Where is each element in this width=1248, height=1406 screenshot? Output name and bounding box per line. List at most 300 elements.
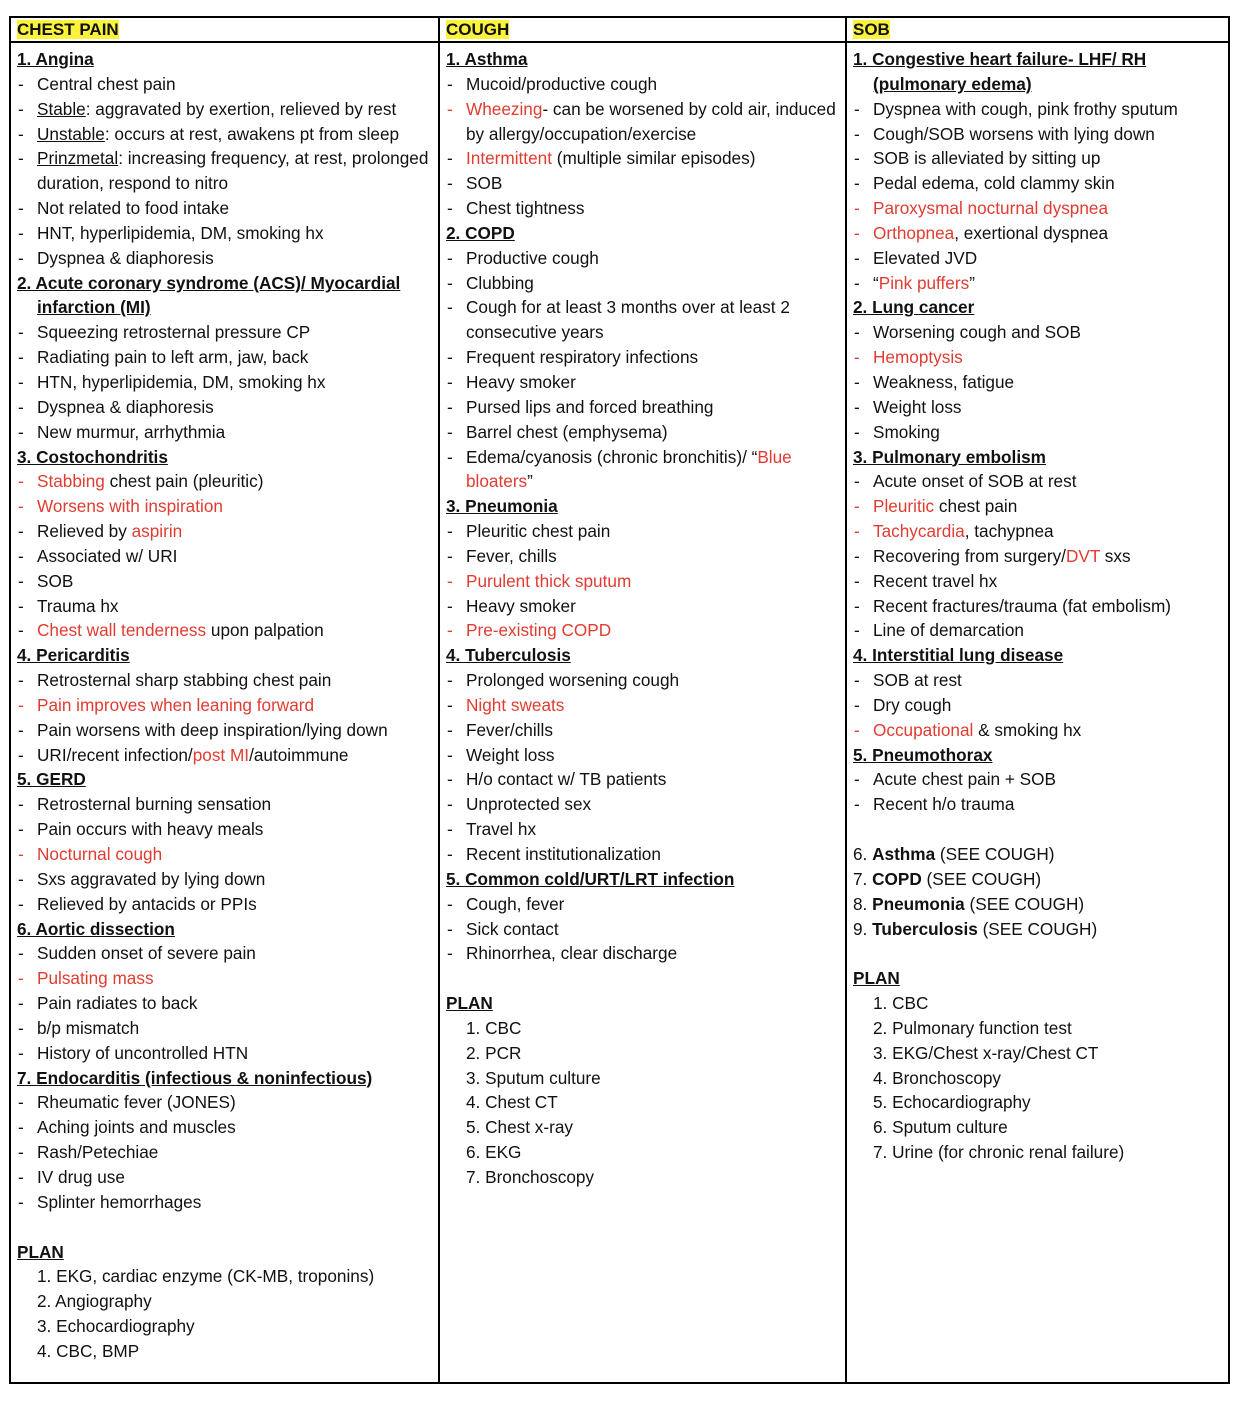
text-run: SOB at rest <box>873 670 962 691</box>
text-run: aspirin <box>131 521 183 542</box>
bullet-dash: - <box>18 73 24 94</box>
list-item <box>853 469 1224 494</box>
text-run: Stabbing <box>37 471 105 492</box>
text-run: Stable <box>37 98 86 119</box>
text-run: SOB <box>466 173 503 194</box>
text-run: SOB <box>37 570 74 591</box>
section-heading: 1. Congestive heart failure- LHF/ RH (pulmonary edema) <box>853 49 1147 94</box>
list-item <box>446 718 839 743</box>
bullet-dash: - <box>854 670 860 691</box>
plan-item: 4. Bronchoscopy <box>873 1067 1002 1088</box>
text-run: Sudden onset of severe pain <box>37 943 256 964</box>
text-run: Pain improves when leaning forward <box>37 694 315 715</box>
bullet-dash: - <box>447 819 453 840</box>
bullet-dash: - <box>18 670 24 691</box>
bullet-dash: - <box>447 670 453 691</box>
section-heading: 2. COPD <box>446 222 515 243</box>
text-run: URI/recent infection/ <box>37 744 193 765</box>
bullet-dash: - <box>447 918 453 939</box>
spacer <box>853 941 1224 966</box>
plan-item: 7. Urine (for chronic renal failure) <box>873 1142 1125 1163</box>
list-item <box>17 72 432 97</box>
list-item <box>853 718 1224 743</box>
text-run: Pink puffers <box>878 272 970 293</box>
list-item <box>17 693 432 718</box>
plan-item: 6. Sputum culture <box>873 1117 1008 1138</box>
list-item <box>17 892 432 917</box>
spacer <box>446 966 839 991</box>
text-run: History of uncontrolled HTN <box>37 1042 249 1063</box>
bullet-dash: - <box>447 297 453 318</box>
text-run: Radiating pain to left arm, jaw, back <box>37 347 309 368</box>
bullet-dash: - <box>854 123 860 144</box>
text-run: Night sweats <box>466 694 565 715</box>
list-item <box>853 395 1224 420</box>
text-run: Retrosternal burning sensation <box>37 794 272 815</box>
list-item <box>446 171 839 196</box>
cross-reference <box>853 917 1224 942</box>
list-item <box>17 246 432 271</box>
list-item <box>446 72 839 97</box>
text-run: Sxs aggravated by lying down <box>37 868 266 889</box>
list-item <box>17 817 432 842</box>
list-item <box>17 345 432 370</box>
text-run: Central chest pain <box>37 73 176 94</box>
bullet-dash: - <box>447 98 453 119</box>
plan-item: 2. Angiography <box>37 1291 152 1312</box>
text-run: : occurs at rest, awakens pt from sleep <box>104 123 400 144</box>
text-run: Prolonged worsening cough <box>466 670 680 691</box>
text-run: Line of demarcation <box>873 620 1024 641</box>
bullet-dash: - <box>447 545 453 566</box>
text-run: 6. <box>853 844 873 864</box>
plan-item: 2. PCR <box>466 1042 522 1063</box>
text-run: Wheezing <box>466 98 543 119</box>
text-run: Recent travel hx <box>873 570 998 591</box>
text-run: Chest wall tenderness <box>37 620 207 641</box>
bullet-dash: - <box>854 545 860 566</box>
bullet-dash: - <box>447 148 453 169</box>
text-run: Splinter hemorrhages <box>37 1191 202 1212</box>
plan-item: 7. Bronchoscopy <box>466 1166 595 1187</box>
cross-reference <box>853 892 1224 917</box>
list-item <box>446 345 839 370</box>
bullet-dash: - <box>447 272 453 293</box>
list-item <box>446 917 839 942</box>
list-item <box>446 892 839 917</box>
text-run: ” <box>527 471 533 492</box>
text-run: Weight loss <box>466 744 555 765</box>
bullet-dash: - <box>854 570 860 591</box>
text-run: (SEE COUGH) <box>921 868 1042 889</box>
bullet-dash: - <box>447 570 453 591</box>
text-run: (SEE COUGH) <box>935 844 1055 864</box>
bullet-dash: - <box>18 1142 24 1163</box>
bullet-dash: - <box>18 471 24 492</box>
bullet-dash: - <box>18 123 24 144</box>
bullet-dash: - <box>854 247 860 268</box>
text-run: Tuberculosis <box>872 918 978 939</box>
bullet-dash: - <box>18 496 24 517</box>
list-item <box>17 1115 432 1140</box>
text-run: - can be worsened by cold air, induced by allergy/occupation/exercise <box>466 98 836 144</box>
text-run: Cough, fever <box>466 893 565 914</box>
text-run: Unstable <box>37 123 105 144</box>
list-item <box>853 767 1224 792</box>
text-run: Dyspnea & diaphoresis <box>37 396 214 417</box>
plan-item: 3. Sputum culture <box>466 1067 601 1088</box>
text-run: Trauma hx <box>37 595 119 616</box>
list-item <box>446 941 839 966</box>
text-run: Frequent respiratory infections <box>466 347 699 368</box>
header-label: CHEST PAIN <box>17 20 119 39</box>
bullet-dash: - <box>447 844 453 864</box>
text-run: HTN, hyperlipidemia, DM, smoking hx <box>37 371 326 392</box>
section-heading: 4. Interstitial lung disease <box>853 645 1064 666</box>
text-run: : aggravated by exertion, relieved by rest <box>85 98 397 119</box>
list-item <box>446 196 839 221</box>
text-run: Pleuritic <box>873 496 935 517</box>
text-run: Retrosternal sharp stabbing chest pain <box>37 670 332 691</box>
text-run: Relieved by antacids or PPIs <box>37 893 257 914</box>
list-item <box>446 445 839 495</box>
text-run: Worsening cough and SOB <box>873 322 1081 343</box>
plan-heading: PLAN <box>853 968 900 989</box>
bullet-dash: - <box>18 421 24 442</box>
bullet-dash: - <box>447 198 453 219</box>
bullet-dash: - <box>18 396 24 417</box>
bullet-dash: - <box>854 521 860 542</box>
list-item <box>853 345 1224 370</box>
bullet-dash: - <box>18 620 24 641</box>
text-run: Rhinorrhea, clear discharge <box>466 943 678 964</box>
bullet-dash: - <box>854 769 860 790</box>
text-run: 9. <box>853 918 873 939</box>
bullet-dash: - <box>447 371 453 392</box>
list-item <box>17 146 432 196</box>
bullet-dash: - <box>447 521 453 542</box>
bullet-dash: - <box>18 819 24 840</box>
bullet-dash: - <box>854 694 860 715</box>
list-item <box>17 842 432 867</box>
section-heading: 3. Pneumonia <box>446 496 558 517</box>
text-run: Asthma <box>872 844 936 864</box>
bullet-dash: - <box>854 471 860 492</box>
list-item <box>446 519 839 544</box>
list-item <box>17 519 432 544</box>
text-run: ” <box>969 272 975 293</box>
list-item <box>853 792 1224 817</box>
list-item <box>446 295 839 345</box>
text-run: Recent fractures/trauma (fat embolism) <box>873 595 1172 616</box>
bullet-dash: - <box>447 73 453 94</box>
list-item <box>853 420 1224 445</box>
text-run: Purulent thick sputum <box>466 570 632 591</box>
cross-reference <box>853 867 1224 892</box>
plan-item: 6. EKG <box>466 1142 522 1163</box>
text-run: Squeezing retrosternal pressure CP <box>37 322 311 343</box>
list-item <box>17 1140 432 1165</box>
text-run: Dyspnea with cough, pink frothy sputum <box>873 98 1178 119</box>
text-run: Rheumatic fever (JONES) <box>37 1092 236 1113</box>
header-label: COUGH <box>446 20 510 39</box>
plan-heading: PLAN <box>446 993 493 1014</box>
text-run: Pre-existing COPD <box>466 620 612 641</box>
list-item <box>17 97 432 122</box>
list-item <box>446 817 839 842</box>
bullet-dash: - <box>18 1017 24 1038</box>
bullet-dash: - <box>447 694 453 715</box>
text-run: Smoking <box>873 421 940 442</box>
column-header <box>440 18 845 43</box>
list-item <box>853 97 1224 122</box>
section-heading: 2. Lung cancer <box>853 297 975 318</box>
text-run: Dyspnea & diaphoresis <box>37 247 214 268</box>
plan-item: 3. Echocardiography <box>37 1316 195 1337</box>
bullet-dash: - <box>854 794 860 815</box>
text-run: Pneumonia <box>872 893 965 914</box>
list-item <box>446 668 839 693</box>
text-run: Relieved by <box>37 521 132 542</box>
plan-item: 4. Chest CT <box>466 1092 558 1113</box>
list-item <box>17 1190 432 1215</box>
bullet-dash: - <box>854 322 860 343</box>
plan-item: 1. CBC <box>466 1017 522 1038</box>
text-run: Pain worsens with deep inspiration/lying down <box>37 719 388 740</box>
list-item <box>853 246 1224 271</box>
text-run: Barrel chest (emphysema) <box>466 421 668 442</box>
column-body <box>11 43 438 1364</box>
text-run: Prinzmetal <box>37 148 119 169</box>
column-sob <box>845 18 1230 1382</box>
bullet-dash: - <box>854 620 860 641</box>
text-run: , tachypnea <box>964 521 1054 542</box>
section-heading: 3. Pulmonary embolism <box>853 446 1046 467</box>
text-run: COPD <box>872 868 922 889</box>
text-run: chest pain <box>934 496 1018 517</box>
list-item <box>17 544 432 569</box>
text-run: Fever/chills <box>466 719 553 740</box>
bullet-dash: - <box>18 1092 24 1113</box>
list-item <box>17 618 432 643</box>
list-item <box>853 693 1224 718</box>
text-run: Clubbing <box>466 272 534 293</box>
text-run: (multiple similar episodes) <box>551 148 756 169</box>
list-item <box>17 867 432 892</box>
list-item <box>17 370 432 395</box>
text-run: upon palpation <box>206 620 324 641</box>
list-item <box>17 320 432 345</box>
list-item <box>853 221 1224 246</box>
text-run: b/p mismatch <box>37 1017 140 1038</box>
text-run: 8. <box>853 893 873 914</box>
bullet-dash: - <box>18 893 24 914</box>
plan-heading: PLAN <box>17 1241 64 1262</box>
text-run: Occupational <box>873 719 974 740</box>
text-run: Dry cough <box>873 694 952 715</box>
bullet-dash: - <box>854 173 860 194</box>
bullet-dash: - <box>18 719 24 740</box>
bullet-dash: - <box>18 794 24 815</box>
text-run: Pedal edema, cold clammy skin <box>873 173 1115 194</box>
section-heading: 1. Angina <box>17 49 94 69</box>
bullet-dash: - <box>854 371 860 392</box>
bullet-dash: - <box>854 222 860 243</box>
bullet-dash: - <box>18 968 24 989</box>
bullet-dash: - <box>18 521 24 542</box>
bullet-dash: - <box>854 98 860 119</box>
text-run: Heavy smoker <box>466 595 576 616</box>
plan-item: 5. Chest x-ray <box>466 1117 573 1138</box>
text-run: Aching joints and muscles <box>37 1117 236 1138</box>
column-chest-pain <box>11 18 438 1382</box>
text-run: chest pain (pleuritic) <box>104 471 264 492</box>
text-run: Rash/Petechiae <box>37 1142 159 1163</box>
text-run: Travel hx <box>466 819 537 840</box>
text-run: /autoimmune <box>249 744 349 765</box>
section-heading: 2. Acute coronary syndrome (ACS)/ Myocardial infarction (MI) <box>17 272 401 318</box>
column-header <box>847 18 1230 43</box>
section-heading: 3. Costochondritis <box>17 446 168 467</box>
plan-item: 1. EKG, cardiac enzyme (CK-MB, troponins) <box>37 1266 375 1287</box>
list-item <box>17 221 432 246</box>
bullet-dash: - <box>447 347 453 368</box>
text-run: Worsens with inspiration <box>37 496 223 517</box>
text-run: IV drug use <box>37 1166 125 1187</box>
list-item <box>853 370 1224 395</box>
bullet-dash: - <box>854 421 860 442</box>
column-body <box>440 43 845 1190</box>
section-heading: 7. Endocarditis (infectious & noninfectious) <box>17 1067 373 1088</box>
section-heading: 5. Common cold/URT/LRT infection <box>446 868 735 889</box>
list-item <box>17 196 432 221</box>
bullet-dash: - <box>18 1166 24 1187</box>
section-heading: 1. Asthma <box>446 49 528 69</box>
text-run: “ <box>873 272 879 293</box>
text-run: New murmur, arrhythmia <box>37 421 226 442</box>
text-run: Pain occurs with heavy meals <box>37 819 264 840</box>
bullet-dash: - <box>854 595 860 616</box>
text-run: Chest tightness <box>466 198 585 219</box>
text-run: & smoking hx <box>973 719 1082 740</box>
text-run: Orthopnea <box>873 222 955 243</box>
list-item <box>853 146 1224 171</box>
bullet-dash: - <box>854 272 860 293</box>
text-run: Intermittent <box>466 148 552 169</box>
column-cough <box>438 18 845 1382</box>
cross-reference <box>853 842 1224 867</box>
text-run: H/o contact w/ TB patients <box>466 769 667 790</box>
text-run: HNT, hyperlipidemia, DM, smoking hx <box>37 222 324 243</box>
list-item <box>446 569 839 594</box>
bullet-dash: - <box>854 496 860 517</box>
list-item <box>446 743 839 768</box>
bullet-dash: - <box>854 396 860 417</box>
list-item <box>17 743 432 768</box>
list-item <box>853 494 1224 519</box>
text-run: SOB is alleviated by sitting up <box>873 148 1101 169</box>
bullet-dash: - <box>18 322 24 343</box>
bullet-dash: - <box>18 1042 24 1063</box>
text-run: (SEE COUGH) <box>977 918 1098 939</box>
list-item <box>853 594 1224 619</box>
bullet-dash: - <box>447 595 453 616</box>
bullet-dash: - <box>18 148 24 169</box>
list-item <box>446 767 839 792</box>
list-item <box>17 1165 432 1190</box>
text-run: post MI <box>192 744 250 765</box>
plan-item: 5. Echocardiography <box>873 1092 1031 1113</box>
header-label: SOB <box>853 20 890 39</box>
bullet-dash: - <box>447 247 453 268</box>
bullet-dash: - <box>447 943 453 964</box>
text-run: (SEE COUGH) <box>964 893 1085 914</box>
text-run: Acute chest pain + SOB <box>873 769 1056 790</box>
list-item <box>446 97 839 147</box>
list-item <box>17 395 432 420</box>
bullet-dash: - <box>18 98 24 119</box>
list-item <box>446 544 839 569</box>
bullet-dash: - <box>854 198 860 219</box>
list-item <box>17 469 432 494</box>
bullet-dash: - <box>447 396 453 417</box>
text-run: Fever, chills <box>466 545 557 566</box>
bullet-dash: - <box>18 1191 24 1212</box>
list-item <box>17 792 432 817</box>
bullet-dash: - <box>854 347 860 368</box>
text-run: Blue bloaters <box>466 446 792 492</box>
text-run: 7. <box>853 868 873 889</box>
bullet-dash: - <box>18 694 24 715</box>
list-item <box>17 1041 432 1066</box>
list-item <box>853 171 1224 196</box>
list-item <box>446 693 839 718</box>
text-run: Pursed lips and forced breathing <box>466 396 714 417</box>
list-item <box>853 122 1224 147</box>
text-run: Mucoid/productive cough <box>466 73 658 94</box>
text-run: Unprotected sex <box>466 794 592 815</box>
bullet-dash: - <box>18 198 24 219</box>
list-item <box>446 146 839 171</box>
text-run: Recovering from surgery/ <box>873 545 1066 566</box>
list-item <box>446 842 839 867</box>
list-item <box>17 569 432 594</box>
bullet-dash: - <box>854 148 860 169</box>
text-run: Sick contact <box>466 918 559 939</box>
bullet-dash: - <box>447 769 453 790</box>
bullet-dash: - <box>18 993 24 1014</box>
text-run: DVT <box>1065 545 1101 566</box>
differential-table <box>9 16 1230 1384</box>
text-run: sxs <box>1100 545 1131 566</box>
list-item <box>17 718 432 743</box>
list-item <box>853 618 1224 643</box>
text-run: Productive cough <box>466 247 599 268</box>
plan-item: 2. Pulmonary function test <box>873 1017 1072 1038</box>
bullet-dash: - <box>18 868 24 889</box>
bullet-dash: - <box>18 222 24 243</box>
text-run: Cough/SOB worsens with lying down <box>873 123 1155 144</box>
list-item <box>17 991 432 1016</box>
list-item <box>446 370 839 395</box>
list-item <box>853 196 1224 221</box>
text-run: Nocturnal cough <box>37 844 163 864</box>
bullet-dash: - <box>18 545 24 566</box>
text-run: Cough for at least 3 months over at least 2 consecutive years <box>466 297 790 343</box>
section-heading: 5. Pneumothorax <box>853 744 993 765</box>
text-run: Not related to food intake <box>37 198 230 219</box>
text-run: Recent institutionalization <box>466 844 661 864</box>
